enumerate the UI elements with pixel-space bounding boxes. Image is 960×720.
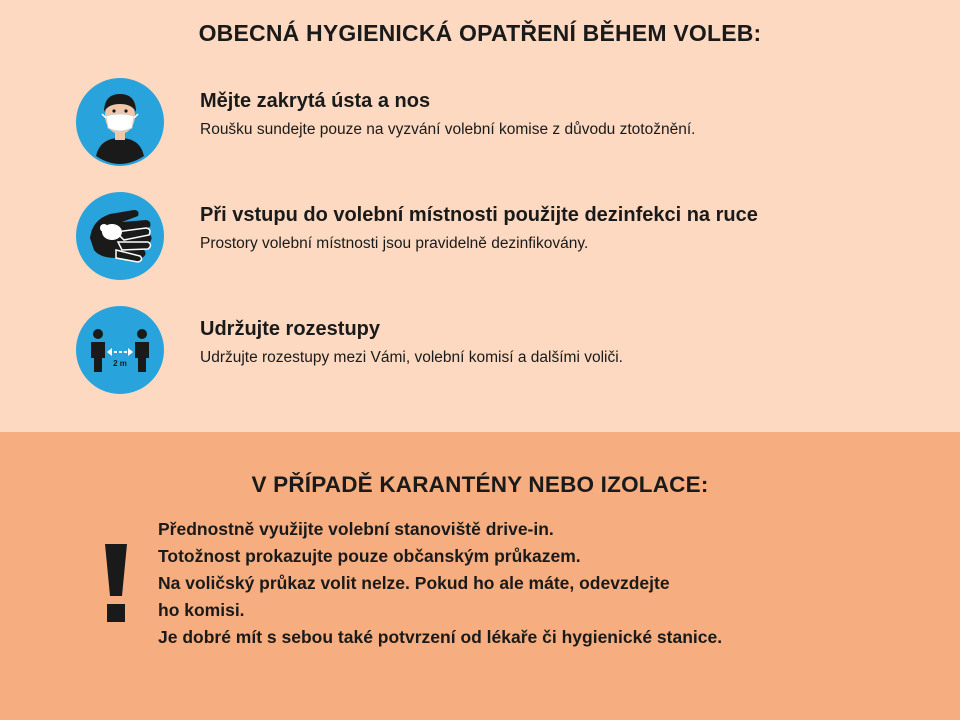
measure-item-mask xyxy=(76,78,936,170)
measure-item-text xyxy=(200,90,930,139)
measure-item-title: Mějte zakrytá ústa a nos xyxy=(200,90,431,112)
quarantine-heading: V PŘÍPADĚ KARANTÉNY NEBO IZOLACE: xyxy=(251,472,709,497)
social-distance-icon xyxy=(76,306,164,394)
hand-sanitizer-icon xyxy=(76,192,164,280)
measure-item-description: Udržujte rozestupy mezi Vámi, volební komisí a dalšími voliči. xyxy=(200,349,623,366)
quarantine-instructions xyxy=(158,516,938,651)
instruction-line: ho komisi. xyxy=(158,600,245,620)
general-measures-heading: OBECNÁ HYGIENICKÁ OPATŘENÍ BĚHEM VOLEB: xyxy=(198,20,762,46)
measure-item-description: Prostory volební místnosti jsou pravidelně dezinfikovány. xyxy=(200,235,589,252)
measure-item-text xyxy=(200,204,930,253)
instruction-line: Totožnost prokazujte pouze občanským průkazem. xyxy=(158,546,581,566)
measure-item-description: Roušku sundejte pouze na vyzvání volební komise z důvodu ztotožnění. xyxy=(200,121,696,138)
instruction-line: Je dobré mít s sebou také potvrzení od lékaře či hygienické stanice. xyxy=(158,627,723,647)
measure-item-disinfection xyxy=(76,192,936,284)
instruction-line: Na voličský průkaz volit nelze. Pokud ho ale máte, odevzdejte xyxy=(158,573,670,593)
measure-item-text xyxy=(200,318,930,367)
instruction-line: Přednostně využijte volební stanoviště drive-in. xyxy=(158,519,554,539)
measure-item-title: Při vstupu do volební místnosti použijte dezinfekci na ruce xyxy=(200,204,758,226)
quarantine-section xyxy=(0,432,960,720)
distance-label: 2 m xyxy=(113,359,127,368)
measure-item-title: Udržujte rozestupy xyxy=(200,318,381,340)
exclamation-icon xyxy=(96,544,136,624)
face-mask-icon xyxy=(76,78,164,166)
measure-item-distancing xyxy=(76,306,936,398)
